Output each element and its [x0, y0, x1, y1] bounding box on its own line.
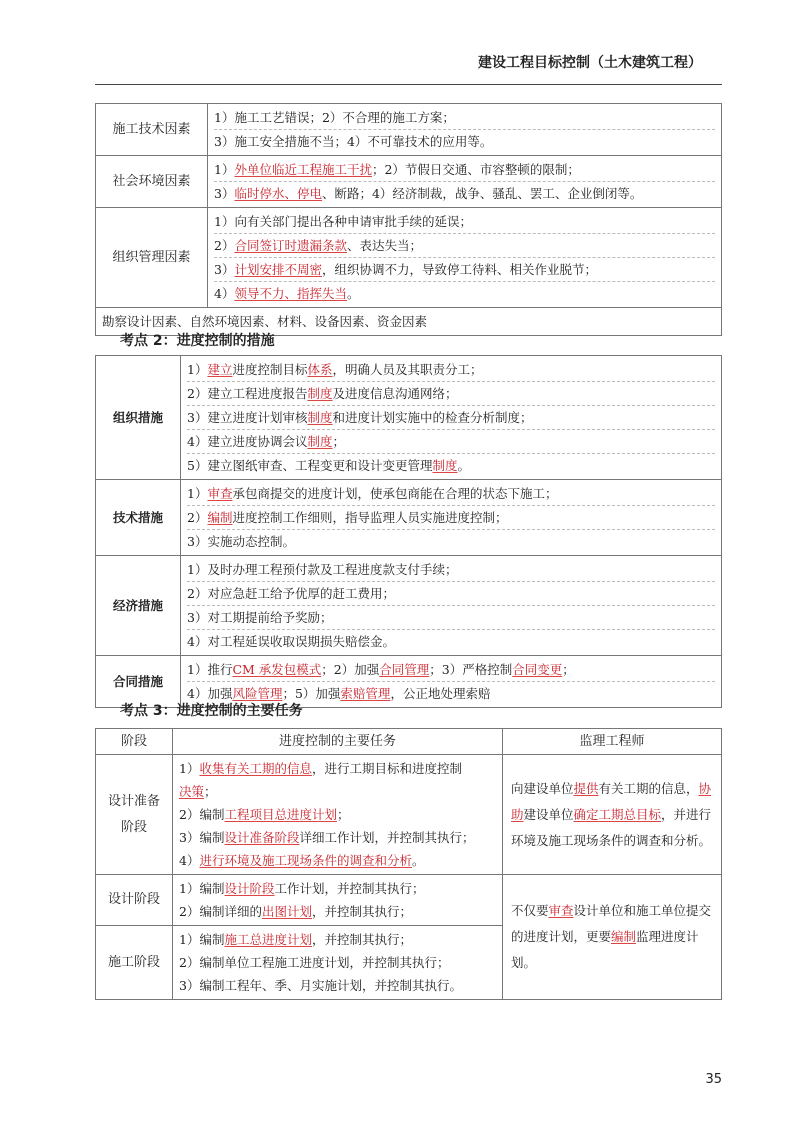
highlighted-term: 计划安排不周密: [234, 262, 322, 277]
text-segment: 3）: [214, 262, 235, 277]
text-segment: 向建设单位: [511, 780, 574, 796]
category-cell: 技术措施: [96, 480, 181, 556]
item-line: [179, 951, 496, 974]
table-row: [96, 208, 722, 308]
text-segment: 。: [411, 853, 425, 868]
measure-items-cell: [181, 556, 722, 656]
item-line: [187, 405, 715, 429]
text-segment: 4）对工程延误收取误期损失赔偿金。: [187, 634, 395, 649]
text-segment: 4）: [214, 286, 235, 301]
text-segment: ；: [336, 807, 350, 822]
measure-items-cell: [181, 356, 722, 480]
table-row: [96, 755, 722, 875]
header-tasks: 进度控制的主要任务: [173, 729, 503, 755]
item-line: [214, 210, 715, 233]
highlighted-term: 确定工期总目标: [573, 806, 662, 822]
highlighted-term: 编制: [207, 510, 233, 525]
item-line: [179, 757, 496, 780]
text-segment: 2）编制: [179, 807, 225, 822]
text-segment: 3）实施动态控制。: [187, 534, 295, 549]
highlighted-term: 进行环境及施工现场条件的调查和分析: [199, 853, 412, 868]
text-segment: ；: [204, 784, 217, 799]
highlighted-term: 制度: [307, 386, 333, 401]
text-segment: 2）: [214, 238, 235, 253]
stage-cell: 设计阶段: [96, 875, 173, 926]
text-segment: 监理进度计划。: [511, 929, 699, 970]
measure-items-cell: [181, 480, 722, 556]
item-line: [187, 505, 715, 529]
text-segment: 和进度计划实施中的检查分析制度；: [332, 410, 533, 425]
text-segment: 3）施工安全措施不当；4）不可靠技术的应用等。: [214, 134, 493, 149]
header-rule: [95, 84, 722, 85]
item-line: [187, 453, 715, 477]
stage-cell: 施工阶段: [96, 926, 173, 1000]
text-segment: 3）编制: [179, 830, 225, 845]
text-segment: 有关工期的信息，: [598, 780, 699, 796]
text-segment: ；3）严格控制: [429, 662, 513, 677]
item-line: [214, 106, 715, 129]
text-segment: ，公正地处理索赔: [390, 686, 491, 701]
text-segment: 4）建立进度协调会议: [187, 434, 308, 449]
item-line: [179, 877, 496, 900]
text-segment: 1）: [214, 162, 235, 177]
highlighted-term: 索赔管理: [340, 686, 391, 701]
category-cell: 组织措施: [96, 356, 181, 480]
item-line: [187, 529, 715, 553]
text-segment: 设计单位和施工单位提交的进度计划，更要: [511, 903, 712, 944]
text-segment: ，并控制其执行；: [311, 904, 412, 919]
item-line: [179, 974, 496, 997]
supervisor-note-cell: [503, 875, 722, 1000]
text-segment: 建设单位: [523, 806, 574, 822]
text-segment: 、断路；4）经济制裁，战争、骚乱、罢工、企业倒闭等。: [321, 186, 643, 201]
highlighted-term: 收集有关工期的信息: [199, 761, 312, 776]
task-items-cell: [173, 926, 503, 1000]
text-segment: 1）: [179, 761, 200, 776]
table-row: [96, 356, 722, 480]
highlighted-term: 审查: [207, 486, 233, 501]
text-segment: 1）施工工艺错误；2）不合理的施工方案；: [214, 110, 455, 125]
highlighted-term: 设计准备阶段: [224, 830, 300, 845]
table-row: [96, 104, 722, 156]
section-title-3: 考点 3：进度控制的主要任务: [120, 703, 303, 719]
text-segment: 1）向有关部门提出各种申请审批手续的延误；: [214, 214, 472, 229]
item-line: [187, 429, 715, 453]
text-segment: 4）加强: [187, 686, 233, 701]
highlighted-term: 施工总进度计划: [224, 932, 312, 947]
main-tasks-table: [95, 728, 722, 1000]
text-segment: ；5）加强: [282, 686, 341, 701]
category-cell: 组织管理因素: [96, 208, 208, 308]
text-segment: 。: [346, 286, 360, 301]
highlighted-term: 提供: [573, 780, 599, 796]
highlighted-term: 制度: [432, 458, 458, 473]
highlighted-term: 建立: [207, 362, 233, 377]
supervisor-note-cell: [503, 755, 722, 875]
text-segment: 3）编制工程年、季、月实施计划，并控制其执行。: [179, 978, 462, 993]
category-cell: 合同措施: [96, 656, 181, 708]
item-line: [214, 158, 715, 181]
highlighted-term: 出图计划: [261, 904, 312, 919]
highlighted-term: 协助: [511, 780, 712, 822]
item-line: [214, 181, 715, 205]
text-segment: 3）对工期提前给予奖励；: [187, 610, 333, 625]
task-items-cell: [173, 755, 503, 875]
page-header-title: 建设工程目标控制（土木建筑工程）: [478, 55, 702, 71]
highlighted-term: 体系: [307, 362, 333, 377]
item-line: [187, 381, 715, 405]
factor-items-cell: [208, 104, 722, 156]
item-line: [179, 780, 496, 803]
text-segment: 1）编制: [179, 932, 225, 947]
page-number: 35: [705, 1072, 722, 1087]
text-segment: 不仅要: [511, 903, 549, 918]
item-line: [187, 482, 715, 505]
highlighted-term: 外单位临近工程施工干扰: [234, 162, 372, 177]
progress-measures-table: [95, 355, 722, 708]
text-segment: 、表达失当；: [346, 238, 422, 253]
text-segment: 3）建立进度计划审核: [187, 410, 308, 425]
item-line: [179, 928, 496, 951]
highlighted-term: 制度: [307, 410, 333, 425]
highlighted-term: 风险管理: [232, 686, 283, 701]
delay-factors-table: [95, 103, 722, 336]
table-row: [96, 480, 722, 556]
text-segment: 承包商提交的进度计划，使承包商能在合理的状态下施工；: [232, 486, 558, 501]
text-segment: 4）: [179, 853, 200, 868]
factor-items-cell: [208, 156, 722, 208]
item-line: [214, 233, 715, 257]
text-segment: 2）对应急赶工给予优厚的赶工费用；: [187, 586, 395, 601]
text-segment: ，并控制其执行；: [311, 932, 412, 947]
text-segment: 进度控制目标: [232, 362, 308, 377]
item-line: [187, 605, 715, 629]
text-segment: ，明确人员及其职责分工；: [332, 362, 483, 377]
text-segment: ；2）加强: [321, 662, 380, 677]
highlighted-term: 制度: [307, 434, 333, 449]
table-row: [96, 556, 722, 656]
header-supervisor: 监理工程师: [503, 729, 722, 755]
text-segment: 1）: [187, 486, 208, 501]
item-line: [187, 358, 715, 381]
text-segment: 及进度信息沟通网络；: [332, 386, 458, 401]
text-segment: 进度控制工作细则，指导监理人员实施进度控制；: [232, 510, 508, 525]
factor-items-cell: [208, 208, 722, 308]
text-segment: 1）编制: [179, 881, 225, 896]
table-row: [96, 875, 722, 926]
text-segment: 详细工作计划，并控制其执行；: [299, 830, 475, 845]
item-line: [187, 629, 715, 653]
item-line: [179, 826, 496, 849]
stage-cell: 设计准备 阶段: [96, 755, 173, 875]
item-line: [179, 849, 496, 872]
text-segment: 1）及时办理工程预付款及工程进度款支付手续；: [187, 562, 458, 577]
item-line: [187, 581, 715, 605]
text-segment: 5）建立图纸审查、工程变更和设计变更管理: [187, 458, 433, 473]
highlighted-term: 临时停水、停电: [234, 186, 322, 201]
highlighted-term: 决策: [179, 784, 205, 799]
item-line: [214, 281, 715, 305]
text-segment: 2）建立工程进度报告: [187, 386, 308, 401]
text-segment: 2）: [187, 510, 208, 525]
highlighted-term: 合同签订时遗漏条款: [234, 238, 347, 253]
text-segment: ，进行工期目标和进度控制: [311, 761, 462, 776]
category-cell: 施工技术因素: [96, 104, 208, 156]
highlighted-term: 领导不力、指挥失当: [234, 286, 347, 301]
category-cell: 社会环境因素: [96, 156, 208, 208]
text-segment: 。: [457, 458, 470, 473]
text-segment: 工作计划，并控制其执行；: [274, 881, 425, 896]
highlighted-term: 合同管理: [379, 662, 430, 677]
item-line: [187, 658, 715, 681]
item-line: [179, 803, 496, 826]
text-segment: ，组织协调不力，导致停工待料、相关作业脱节；: [321, 262, 597, 277]
item-line: [179, 900, 496, 923]
text-segment: 1）: [187, 362, 208, 377]
highlighted-term: 工程项目总进度计划: [224, 807, 337, 822]
item-line: [187, 558, 715, 581]
table-row: [96, 156, 722, 208]
other-factors-cell: 勘察设计因素、自然环境因素、材料、设备因素、资金因素: [96, 308, 722, 336]
text-segment: 2）编制详细的: [179, 904, 262, 919]
text-segment: ；: [562, 662, 575, 677]
section-title-2: 考点 2：进度控制的措施: [120, 333, 275, 349]
text-segment: ；: [332, 434, 345, 449]
task-items-cell: [173, 875, 503, 926]
highlighted-term: 审查: [548, 903, 574, 918]
text-segment: 3）: [214, 186, 235, 201]
header-stage: 阶段: [96, 729, 173, 755]
highlighted-term: 编制: [611, 929, 637, 944]
item-line: [214, 257, 715, 281]
text-segment: ；2）节假日交通、市容整顿的限制；: [371, 162, 580, 177]
item-line: [214, 129, 715, 153]
highlighted-term: 设计阶段: [224, 881, 275, 896]
text-segment: ，并进行环境及施工现场条件的调查和分析。: [511, 806, 712, 848]
highlighted-term: CM 承发包模式: [232, 662, 322, 677]
category-cell: 经济措施: [96, 556, 181, 656]
highlighted-term: 合同变更: [512, 662, 563, 677]
text-segment: 2）编制单位工程施工进度计划，并控制其执行；: [179, 955, 450, 970]
text-segment: 1）推行: [187, 662, 233, 677]
